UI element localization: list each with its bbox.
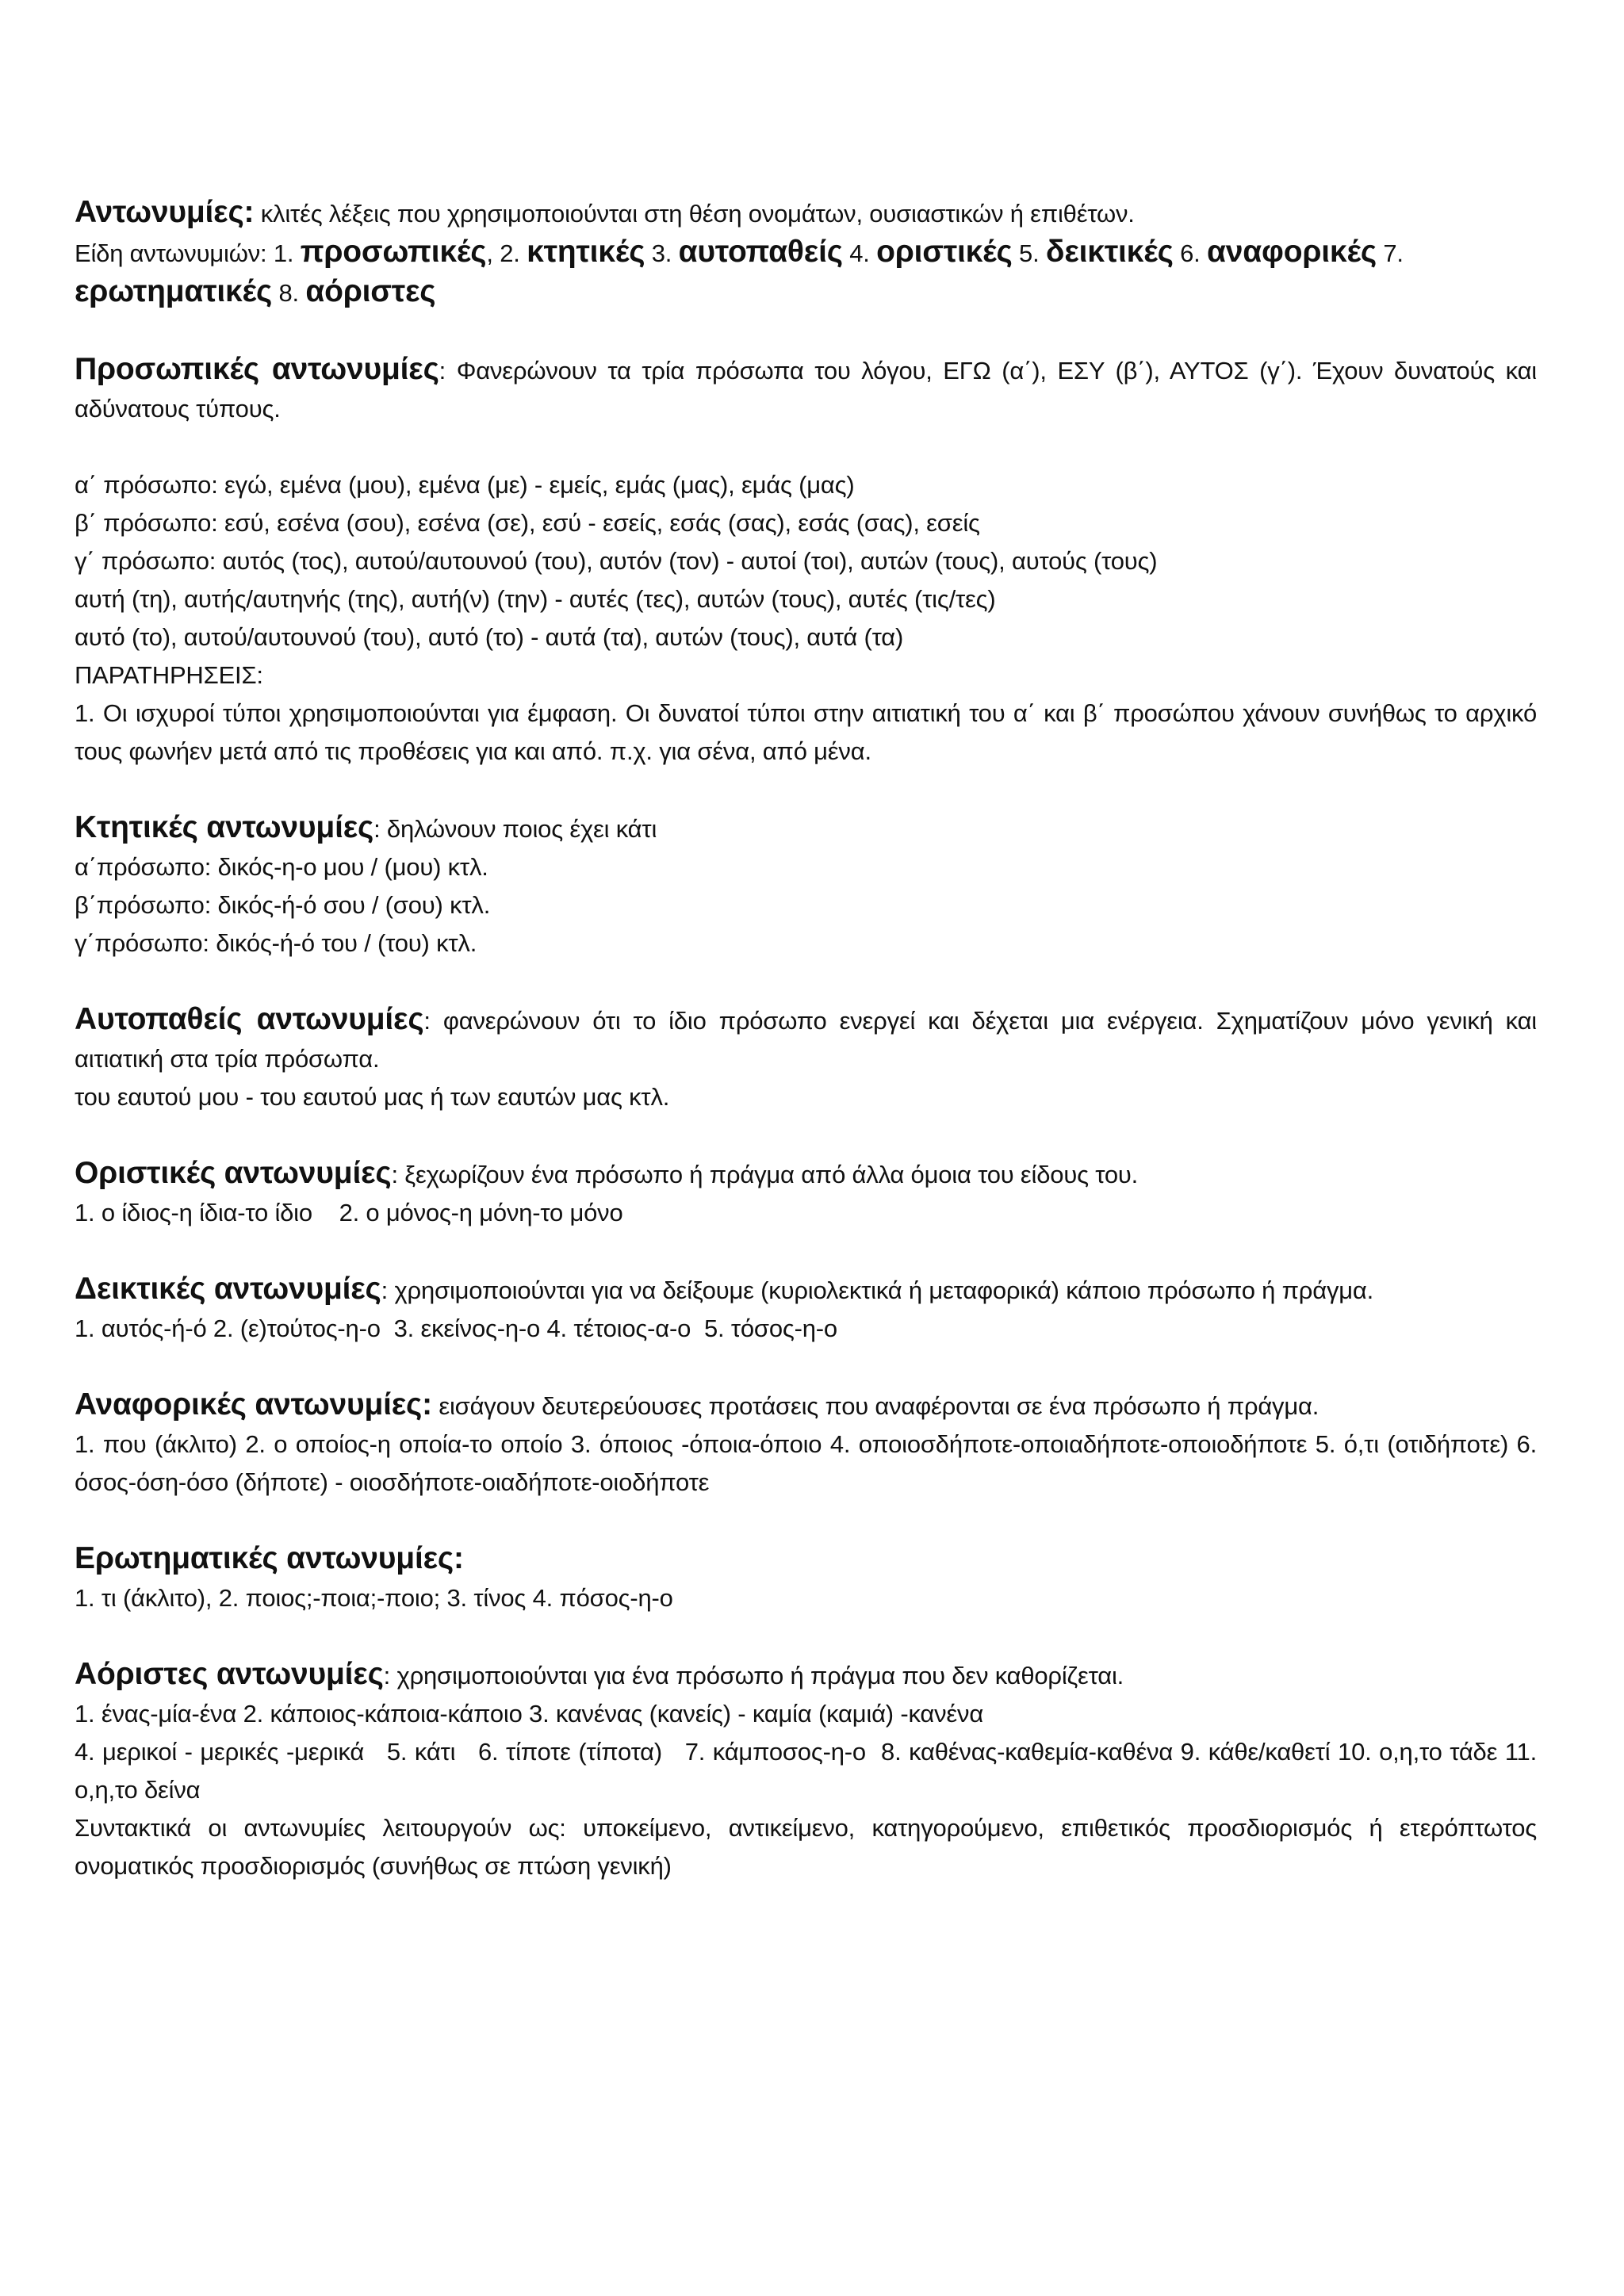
interrogative-heading: Ερωτηματικές αντωνυμίες: bbox=[75, 1541, 464, 1575]
type-separator: 3. bbox=[645, 239, 679, 267]
demonstrative-heading: Δεικτικές αντωνυμίες bbox=[75, 1272, 381, 1306]
relative-heading: Αναφορικές αντωνυμίες: bbox=[75, 1387, 432, 1422]
indefinite-line: 4. μερικοί - μερικές -μερικά 5. κάτι 6. τίποτε (τίποτα) 7. κάμποσος-η-ο 8. καθένας-καθεμία-καθένα 9. κάθε/καθετί 10. ο,η,το τάδε 11. ο,η,το δείνα bbox=[75, 1738, 1544, 1804]
syntax-note: Συντακτικά οι αντωνυμίες λειτουργούν ως: υποκείμενο, αντικείμενο, κατηγορούμενο, επιθετικός προσδιορισμός ή ετερόπτωτος ονοματικός προσδιορισμός (συνήθως σε πτώση γενική) bbox=[75, 1814, 1537, 1880]
type-name: αναφορικές bbox=[1206, 235, 1377, 269]
personal-line: β΄ πρόσωπο: εσύ, εσένα (σου), εσένα (σε), εσύ - εσείς, εσάς (σας), εσάς (σας), εσείς bbox=[75, 509, 980, 537]
type-separator: 5. bbox=[1012, 239, 1046, 267]
types-paragraph bbox=[75, 233, 1537, 312]
type-name: αόριστες bbox=[305, 274, 436, 308]
document-body bbox=[75, 193, 1544, 1885]
type-name: ερωτηματικές bbox=[75, 274, 273, 308]
possessive-line: γ΄πρόσωπο: δικός-ή-ό του / (του) κτλ. bbox=[75, 929, 477, 957]
type-separator: 6. bbox=[1173, 239, 1207, 267]
type-separator: , 2. bbox=[486, 239, 527, 267]
section-spacer bbox=[75, 962, 1537, 1001]
reflexive-desc: : φανερώνουν ότι το ίδιο πρόσωπο ενεργεί και δέχεται μια ενέργεια. Σχηματίζουν μόνο γενική και αιτιατική στα τρία πρόσωπα. bbox=[75, 1007, 1537, 1073]
possessive-line: β΄πρόσωπο: δικός-ή-ό σου / (σου) κτλ. bbox=[75, 891, 491, 919]
demonstrative-section-intro bbox=[75, 1270, 1537, 1310]
type-name: αυτοπαθείς bbox=[678, 235, 843, 269]
personal-desc: : Φανερώνουν τα τρία πρόσωπα του λόγου, ΕΓΩ (α΄), ΕΣΥ (β΄), ΑΥΤΟΣ (γ΄). Έχουν δυνατούς και αδύνατους τύπους. bbox=[75, 357, 1537, 423]
type-name: προσωπικές bbox=[300, 235, 487, 269]
possessive-heading: Κτητικές αντωνυμίες bbox=[75, 810, 374, 844]
indefinite-heading: Αόριστες αντωνυμίες bbox=[75, 1657, 384, 1691]
personal-section-intro bbox=[75, 350, 1537, 428]
reflexive-heading: Αυτοπαθείς αντωνυμίες bbox=[75, 1002, 424, 1036]
possessive-desc: : δηλώνουν ποιος έχει κάτι bbox=[373, 815, 657, 843]
demonstrative-desc: : χρησιμοποιούνται για να δείξουμε (κυριολεκτικά ή μεταφορικά) κάποιο πρόσωπο ή πράγμα. bbox=[381, 1276, 1374, 1304]
section-spacer bbox=[75, 428, 1537, 466]
section-spacer bbox=[75, 1502, 1537, 1540]
indefinite-line: 1. ένας-μία-ένα 2. κάποιος-κάποια-κάποιο 3. κανένας (κανείς) - καμία (καμιά) -κανένα bbox=[75, 1700, 984, 1728]
intro-term: Αντωνυμίες: bbox=[75, 195, 255, 229]
reflexive-section-intro bbox=[75, 1001, 1537, 1078]
section-spacer bbox=[75, 1617, 1537, 1655]
relative-example: 1. που (άκλιτο) 2. ο οποίος-η οποία-το οποίο 3. όποιος -όποια-όποιο 4. οποιοσδήποτε-οποιαδήποτε-οποιοδήποτε 5. ό,τι (οτιδήποτε) 6. όσος-όση-όσο (δήποτε) - οιοσδήποτε-οιαδήποτε-οιοδήποτε bbox=[75, 1430, 1537, 1496]
definite-desc: : ξεχωρίζουν ένα πρόσωπο ή πράγμα από άλλα όμοια του είδους του. bbox=[391, 1161, 1139, 1188]
possessive-line: α΄πρόσωπο: δικός-η-ο μου / (μου) κτλ. bbox=[75, 853, 488, 881]
personal-line: αυτή (τη), αυτής/αυτηνής (της), αυτή(ν) (την) - αυτές (τες), αυτών (τους), αυτές (τις/τες) bbox=[75, 585, 996, 613]
indefinite-desc: : χρησιμοποιούνται για ένα πρόσωπο ή πράγμα που δεν καθορίζεται. bbox=[383, 1662, 1124, 1689]
type-name: οριστικές bbox=[876, 235, 1013, 269]
reflexive-example: του εαυτού μου - του εαυτού μας ή των εαυτών μας κτλ. bbox=[75, 1083, 670, 1111]
relative-desc: εισάγουν δευτερεύουσες προτάσεις που αναφέρονται σε ένα πρόσωπο ή πράγμα. bbox=[431, 1392, 1320, 1420]
type-name: κτητικές bbox=[527, 235, 645, 269]
type-separator: 4. bbox=[842, 239, 877, 267]
personal-line: α΄ πρόσωπο: εγώ, εμένα (μου), εμένα (με) - εμείς, εμάς (μας), εμάς (μας) bbox=[75, 471, 855, 499]
personal-line: αυτό (το), αυτού/αυτουνού (του), αυτό (το) - αυτά (τα), αυτών (τους), αυτά (τα) bbox=[75, 623, 904, 651]
indefinite-section-intro bbox=[75, 1655, 1537, 1695]
section-spacer bbox=[75, 1232, 1537, 1270]
definite-example: 1. ο ίδιος-η ίδια-το ίδιο 2. ο μόνος-η μόνη-το μόνο bbox=[75, 1199, 623, 1226]
intro-definition: κλιτές λέξεις που χρησιμοποιούνται στη θέση ονομάτων, ουσιαστικών ή επιθέτων. bbox=[254, 200, 1135, 228]
definite-section-intro bbox=[75, 1154, 1537, 1194]
section-spacer bbox=[75, 771, 1537, 809]
definite-heading: Οριστικές αντωνυμίες bbox=[75, 1156, 392, 1190]
personal-notes-label: ΠΑΡΑΤΗΡΗΣΕΙΣ: bbox=[75, 661, 263, 689]
type-name: δεικτικές bbox=[1045, 235, 1174, 269]
personal-line: γ΄ πρόσωπο: αυτός (τος), αυτού/αυτουνού (του), αυτόν (τον) - αυτοί (τοι), αυτών (τους), αυτούς (τους) bbox=[75, 547, 1158, 575]
intro-paragraph bbox=[75, 193, 1537, 233]
possessive-section-intro bbox=[75, 809, 1537, 848]
demonstrative-example: 1. αυτός-ή-ό 2. (ε)τούτος-η-ο 3. εκείνος-η-ο 4. τέτοιος-α-ο 5. τόσος-η-ο bbox=[75, 1314, 837, 1342]
type-separator: 8. bbox=[272, 279, 306, 307]
section-spacer bbox=[75, 1116, 1537, 1154]
interrogative-section-intro bbox=[75, 1540, 1537, 1579]
type-separator: 7. bbox=[1376, 239, 1404, 267]
section-spacer bbox=[75, 1348, 1537, 1386]
section-spacer bbox=[75, 312, 1537, 350]
personal-heading: Προσωπικές αντωνυμίες bbox=[75, 352, 439, 386]
interrogative-example: 1. τι (άκλιτο), 2. ποιος;-ποια;-ποιο; 3. τίνος 4. πόσος-η-ο bbox=[75, 1584, 673, 1612]
relative-section-intro bbox=[75, 1386, 1537, 1425]
personal-note: 1. Οι ισχυροί τύποι χρησιμοποιούνται για έμφαση. Οι δυνατοί τύποι στην αιτιατική του α΄ και β΄ προσώπου χάνουν συνήθως το αρχικό τους φωνήεν μετά από τις προθέσεις για και από. π.χ. για σένα, από μένα. bbox=[75, 699, 1537, 765]
types-prefix: Είδη αντωνυμιών: 1. bbox=[75, 239, 301, 267]
